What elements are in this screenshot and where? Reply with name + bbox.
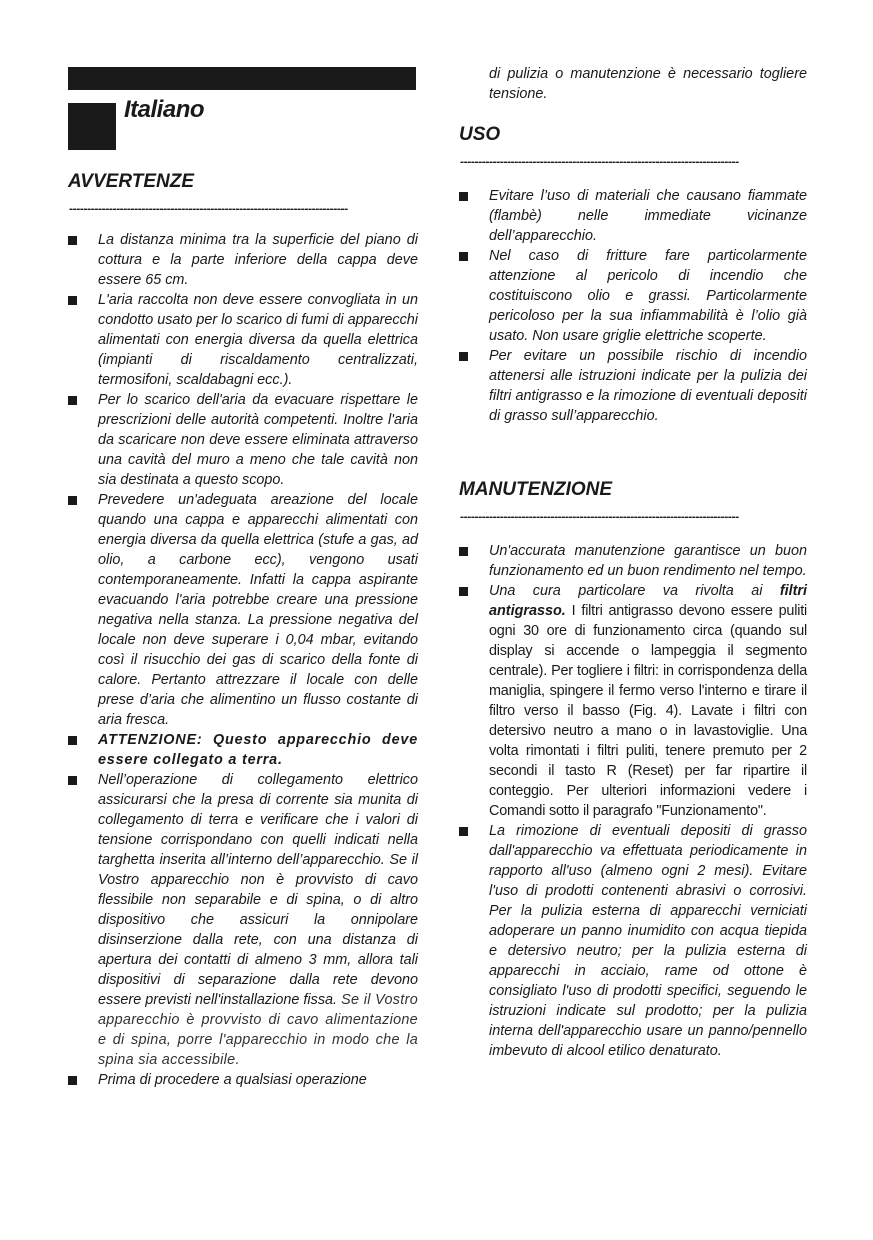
section-title: AVVERTENZE	[68, 171, 194, 192]
warning-list	[68, 230, 418, 1090]
bullet-icon	[68, 396, 77, 405]
bullet-icon	[459, 192, 468, 201]
list-item: La distanza minima tra la superficie del piano di cottura e la parte inferiore della cappa deve essere 65 cm.	[68, 230, 418, 290]
bullet-icon	[68, 236, 77, 245]
section-rule: -----------------------------------------------------------------------------	[459, 512, 738, 523]
list-item: Per evitare un possibile rischio di incendio attenersi alle istruzioni indicate per la pulizia dei filtri antigrasso e la rimozione di eventuali depositi di grasso sull’apparecchio.	[459, 346, 807, 426]
bullet-icon	[459, 827, 468, 836]
list-item: Evitare l’uso di materiali che causano fiammate (flambè) nelle immediate vicinanze dell’apparecchio.	[459, 186, 807, 246]
list-item: Prevedere un'adeguata areazione del locale quando una cappa e apparecchi alimentati con energia diversa da quella elettrica (stufe a gas, ad olio, a carbone ecc), vengono usati contemporaneamente. Infatti la cappa aspirante evacuando l'aria potrebbe creare una pressione negativa nella stanza. La pressione negativa del locale non deve superare i 0,04 mbar, evitando così il risucchio dei gas di scarico della fonte di calore. Pertanto attrezzare il locale con delle prese d’aria che alimentino un flusso costante di aria fresca.	[68, 490, 418, 730]
section-avvertenze	[68, 170, 418, 1090]
bullet-icon	[459, 547, 468, 556]
bullet-icon	[68, 776, 77, 785]
bullet-icon	[68, 296, 77, 305]
bullet-icon	[68, 1076, 77, 1085]
list-item: L'aria raccolta non deve essere convogliata in un condotto usato per lo scarico di fumi di apparecchi alimentati con energia diversa da quella elettrica (impianti di riscaldamento centralizzati, termosifoni, scaldabagni ecc.).	[68, 290, 418, 390]
section-title: USO	[459, 124, 501, 145]
list-item: ATTENZIONE: Questo apparecchio deve essere collegato a terra.	[68, 730, 418, 770]
section-title: MANUTENZIONE	[459, 479, 613, 500]
uso-list	[459, 186, 807, 426]
bullet-icon	[459, 587, 468, 596]
bullet-icon	[68, 496, 77, 505]
header-bar	[68, 67, 416, 90]
section-rule: -----------------------------------------------------------------------------	[68, 204, 347, 215]
section-rule: -----------------------------------------------------------------------------	[459, 157, 738, 168]
list-item: di pulizia o manutenzione è necessario togliere tensione.	[489, 66, 807, 102]
manutenzione-list	[459, 541, 807, 1061]
bullet-icon	[68, 736, 77, 745]
bullet-icon	[459, 352, 468, 361]
list-item: Per lo scarico dell'aria da evacuare rispettare le prescrizioni delle autorità competenti. Inoltre l'aria da scaricare non deve essere eliminata attraverso una cavità del muro a meno che tale cavità non sia destinata a questo scopo.	[68, 390, 418, 490]
list-item: La rimozione di eventuali depositi di grasso dall'apparecchio va effettuata periodicamente in rapporto all'uso (almeno ogni 2 mesi). Evitare l'uso di prodotti contenenti abrasivi o corrosivi. Per la pulizia esterna di apparecchi verniciati adoperare un panno inumidito con acqua tiepida e detersivo neutro; per la pulizia esterna di apparecchi in acciaio, rame od ottone è consigliato l'uso di prodotti specifici, seguendo le istruzioni indicate sul prodotto; per la pulizia interna dell'apparecchio usare un panno/pennello imbevuto di alcool etilico denaturato.	[459, 821, 807, 1061]
warning-continuation	[459, 64, 807, 104]
list-item: Un'accurata manutenzione garantisce un buon funzionamento ed un buon rendimento nel tempo.	[459, 541, 807, 581]
list-item: Una cura particolare va rivolta ai filtri antigrasso. I filtri antigrasso devono essere puliti ogni 30 ore di funzionamento circa (quando sul display si accende o lampeggia il segmento centrale). Per togliere i filtri: in corrispondenza della maniglia, spingere il fermo verso l'interno e tirare il filtro verso il basso (Fig. 4). Lavate i filtri con detersivo neutro a mano o in lavastoviglie. Una volta rimontati i filtri puliti, tenere premuto per 2 secondi il tasto R (Reset) per far ripartire il conteggio. Per ulteriori informazioni vedere i Comandi sotto il paragrafo "Funzionamento".	[459, 581, 807, 821]
bullet-icon	[459, 252, 468, 261]
language-marker	[68, 103, 116, 150]
section-uso	[459, 123, 807, 426]
language-title: Italiano	[124, 96, 205, 123]
list-item: Nel caso di fritture fare particolarmente attenzione al pericolo di incendio che costituiscono olio e grassi. Particolarmente pericoloso per la sua infiammabilità è l’olio già usato. Non usare griglie elettriche scoperte.	[459, 246, 807, 346]
section-manutenzione	[459, 478, 807, 1061]
list-item: Nell’operazione di collegamento elettrico assicurarsi che la presa di corrente sia munita di collegamento di terra e verificare che i valori di tensione corrispondano con quelli indicati nella targhetta inserita all’interno dell’apparecchio. Se il Vostro apparecchio non è provvisto di cavo flessibile non separabile e di spina, o di altro dispositivo che assicuri la onnipolare disinserzione dalla rete, con una distanza di apertura dei contatti di almeno 3 mm, allora tali dispositivi di separazione dalla rete devono essere previsti nell'installazione fissa. Se il Vostro apparecchio è provvisto di cavo alimentazione e di spina, porre l'apparecchio in modo che la spina sia accessibile.	[68, 770, 418, 1070]
list-item: Prima di procedere a qualsiasi operazione	[68, 1070, 418, 1090]
